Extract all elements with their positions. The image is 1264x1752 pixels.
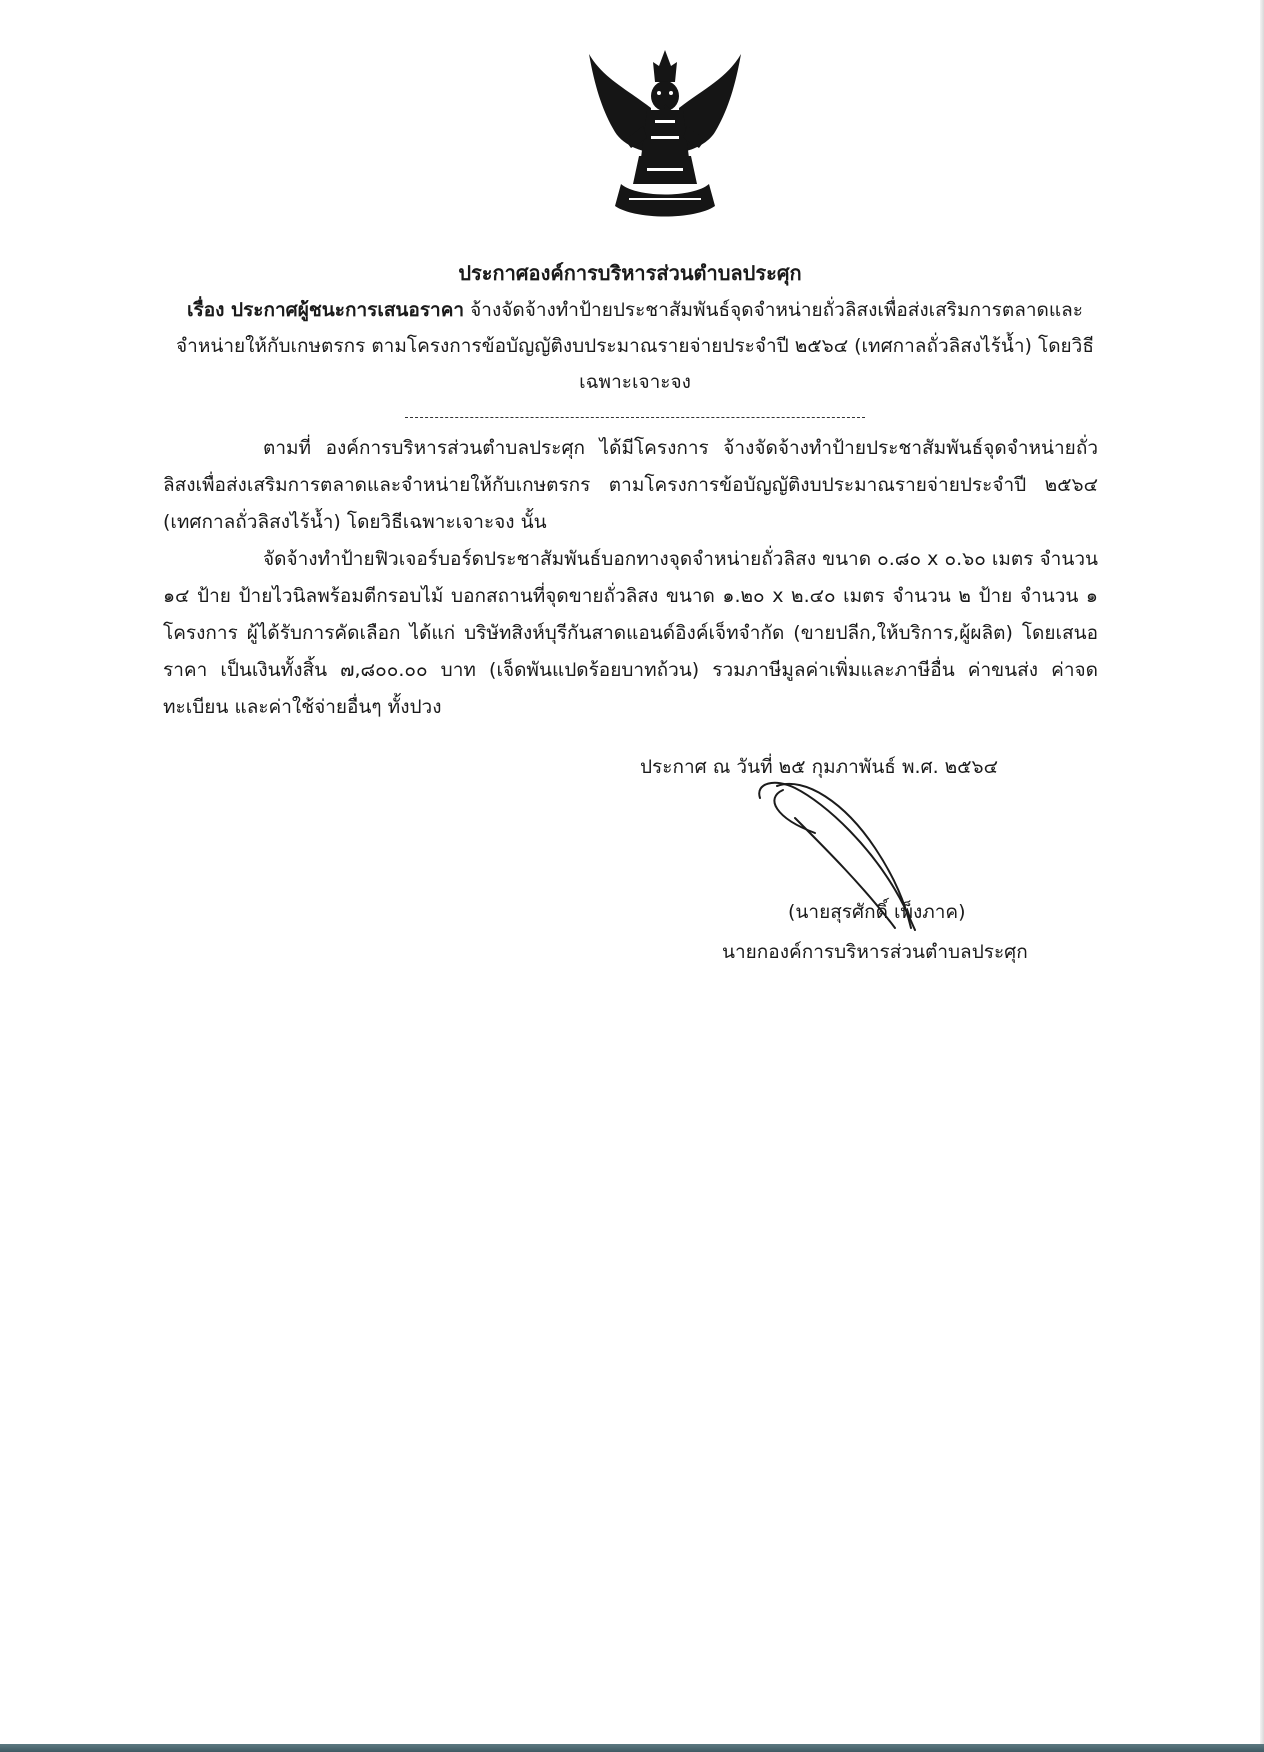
subject-text: จ้างจัดจ้างทำป้ายประชาสัมพันธ์จุดจำหน่ายถั่วลิสงเพื่อส่งเสริมการตลาดและจำหน่ายให้กับเกษตรกร ตามโครงการข้อบัญญัติงบประมาณรายจ่ายประจำปี ๒๕๖๔ (เทศกาลถั่วลิสงไร้น้ำ) โดยวิธีเฉพาะเจาะจง [176,299,1094,393]
scan-right-edge [1260,0,1264,1752]
announcement-title: ประกาศองค์การบริหารส่วนตำบลประศุก [458,261,802,285]
announcement-body [163,430,1098,726]
subject-label: เรื่อง ประกาศผู้ชนะการเสนอราคา [187,299,465,321]
scan-bottom-edge [0,1744,1264,1752]
subject-line [160,292,1110,400]
announcement-date: ประกาศ ณ วันที่ ๒๕ กุมภาพันธ์ พ.ศ. ๒๕๖๔ [640,756,998,778]
body-paragraph-1: ตามที่ องค์การบริหารส่วนตำบลประศุก ได้มีโครงการ จ้างจัดจ้างทำป้ายประชาสัมพันธ์จุดจำหน่ายถั่วลิสงเพื่อส่งเสริมการตลาดและจำหน่ายให้กับเกษตรกร ตามโครงการข้อบัญญัติงบประมาณรายจ่ายประจำปี ๒๕๖๔ (เทศกาลถั่วลิสงไร้น้ำ) โดยวิธีเฉพาะเจาะจง นั้น [163,437,1098,533]
signer-name: (นายสุรศักดิ์ เพ็งภาค) [788,901,966,923]
body-paragraph-2: จัดจ้างทำป้ายฟิวเจอร์บอร์ดประชาสัมพันธ์บอกทางจุดจำหน่ายถั่วลิสง ขนาด ๐.๘๐ x ๐.๖๐ เมตร จำนวน ๑๔ ป้าย ป้ายไวนิลพร้อมตีกรอบไม้ บอกสถานที่จุดขายถั่วลิสง ขนาด ๑.๒๐ x ๒.๔๐ เมตร จำนวน ๒ ป้าย จำนวน ๑ โครงการ ผู้ได้รับการคัดเลือก ได้แก่ บริษัทสิงห์บุรีกันสาดแอนด์อิงค์เจ็ทจำกัด (ขายปลีก,ให้บริการ,ผู้ผลิต) โดยเสนอราคา เป็นเงินทั้งสิ้น ๗,๘๐๐.๐๐ บาท (เจ็ดพันแปดร้อยบาทถ้วน) รวมภาษีมูลค่าเพิ่มและภาษีอื่น ค่าขนส่ง ค่าจดทะเบียน และค่าใช้จ่ายอื่นๆ ทั้งปวง [163,548,1098,718]
signer-title: นายกองค์การบริหารส่วนตำบลประศุก [722,941,1028,963]
dashed-divider [405,417,865,418]
garuda-emblem-icon [585,48,745,218]
